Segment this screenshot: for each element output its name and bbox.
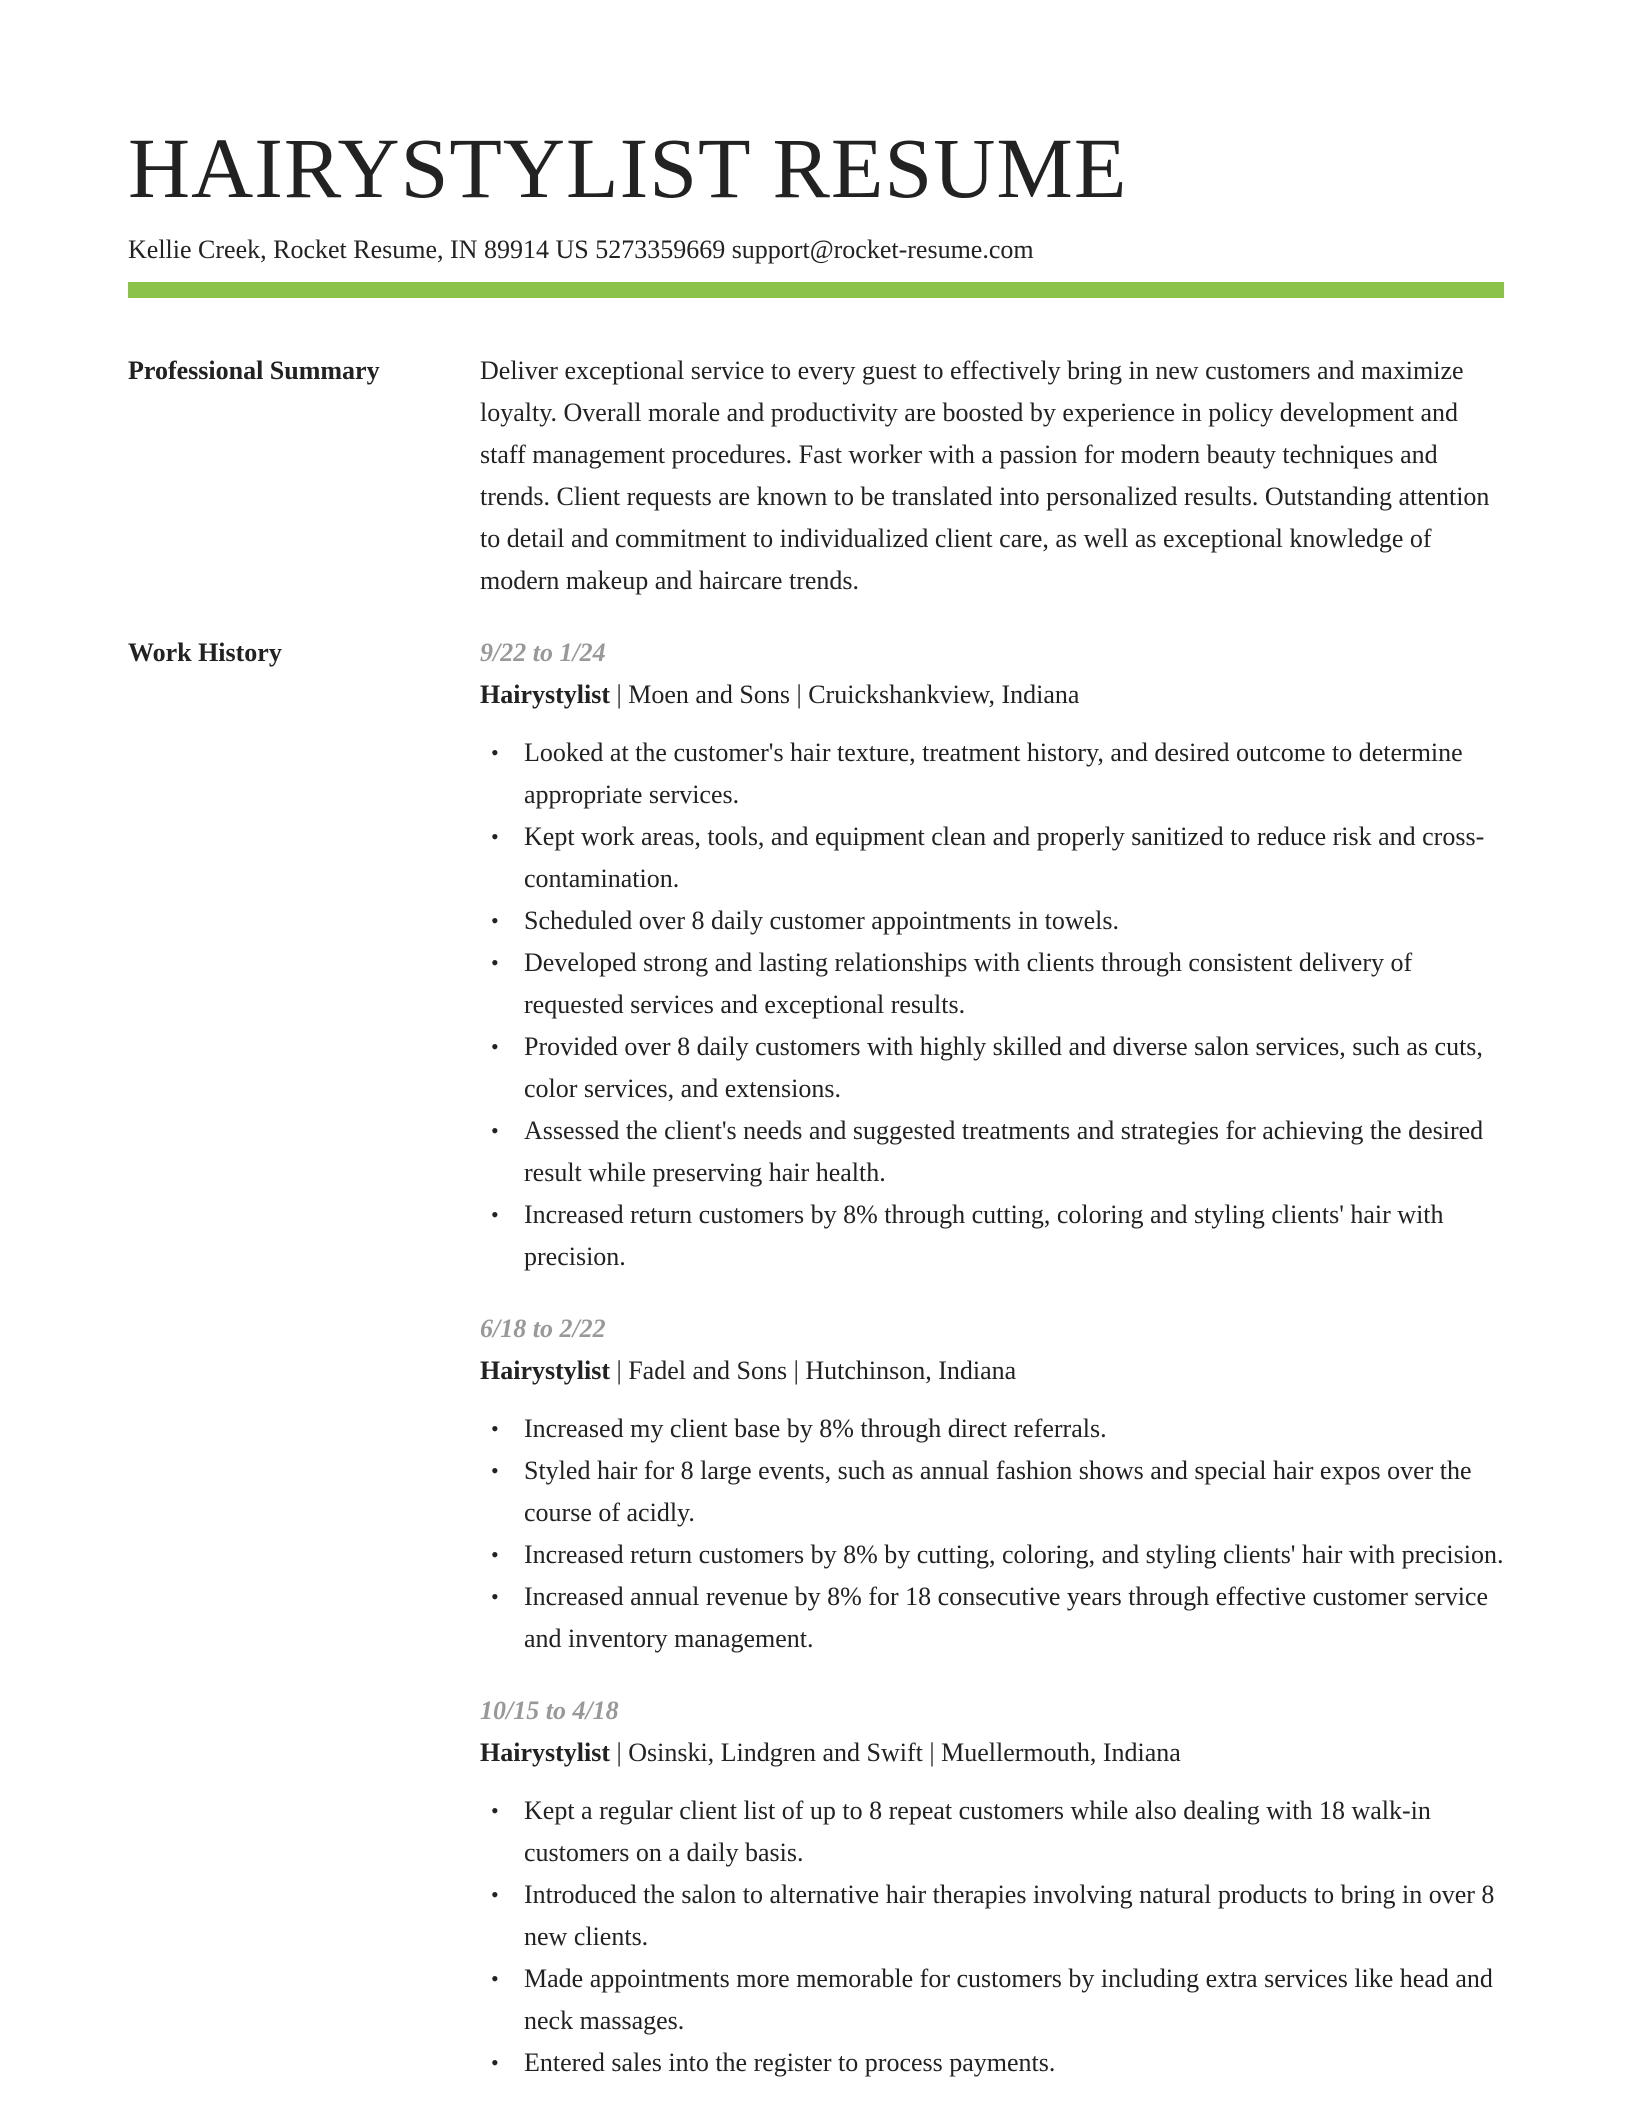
job-location: Hutchinson, Indiana [805, 1356, 1017, 1385]
job-duty-text: Entered sales into the register to process payments. [524, 2048, 1056, 2077]
job-duty [491, 900, 1504, 942]
job-duties-list [480, 1790, 1504, 2084]
job-dates: 10/15 to 4/18 [480, 1696, 619, 1725]
heading-separator: | [929, 1738, 935, 1767]
job-title: Hairystylist [480, 1356, 610, 1385]
bullet-icon: • [491, 824, 499, 849]
job-duty [491, 1110, 1504, 1194]
job-duty-text: Scheduled over 8 daily customer appointments in towels. [524, 906, 1119, 935]
job-duty [491, 732, 1504, 816]
job-duty-text: Assessed the client's needs and suggested treatments and strategies for achieving the desired result while preserving hair health. [524, 1116, 1484, 1187]
heading-separator: | [616, 1356, 622, 1385]
work-history-list [480, 632, 1504, 2084]
job-company: Moen and Sons [628, 680, 790, 709]
job-duty-text: Developed strong and lasting relationships with clients through consistent delivery of requested services and exceptional results. [524, 948, 1413, 1019]
bullet-icon: • [491, 1458, 499, 1483]
job-duty-text: Introduced the salon to alternative hair therapies involving natural products to bring in over 8 new clients. [524, 1880, 1495, 1951]
job-duty [491, 1958, 1504, 2042]
job-duty [491, 816, 1504, 900]
job-duty [491, 1194, 1504, 1278]
job-entry [480, 632, 1504, 1278]
bullet-icon: • [491, 1882, 499, 1907]
job-duty-text: Provided over 8 daily customers with highly skilled and diverse salon services, such as cuts, color services, and extensions. [524, 1032, 1483, 1103]
job-duty [491, 2042, 1504, 2084]
job-duty-text: Increased my client base by 8% through direct referrals. [524, 1414, 1107, 1443]
job-duty-text: Looked at the customer's hair texture, treatment history, and desired outcome to determine appropriate services. [524, 738, 1463, 809]
bullet-icon: • [491, 740, 499, 765]
job-company: Osinski, Lindgren and Swift [628, 1738, 923, 1767]
job-entry [480, 1308, 1504, 1660]
resume-page [128, 118, 1504, 2084]
job-duty [491, 1026, 1504, 1110]
job-location: Cruickshankview, Indiana [808, 680, 1080, 709]
job-dates: 9/22 to 1/24 [480, 638, 606, 667]
heading-separator: | [616, 680, 622, 709]
job-duty [491, 1450, 1504, 1534]
job-heading [480, 674, 1504, 716]
job-duty-text: Increased return customers by 8% by cutting, coloring, and styling clients' hair with precision. [524, 1540, 1504, 1569]
bullet-icon: • [491, 1584, 499, 1609]
job-duty-text: Made appointments more memorable for customers by including extra services like head and neck massages. [524, 1964, 1493, 2035]
bullet-icon: • [491, 1118, 499, 1143]
bullet-icon: • [491, 2050, 499, 2075]
job-duty [491, 1576, 1504, 1660]
heading-separator: | [793, 1356, 799, 1385]
job-duty [491, 1408, 1504, 1450]
job-company: Fadel and Sons [628, 1356, 788, 1385]
job-duty-text: Increased return customers by 8% through cutting, coloring and styling clients' hair with precision. [524, 1200, 1444, 1271]
bullet-icon: • [491, 908, 499, 933]
header-divider [128, 282, 1504, 298]
contact-line: Kellie Creek, Rocket Resume, IN 89914 US 5273359669 support@rocket-resume.com [128, 235, 1034, 264]
job-title: Hairystylist [480, 680, 610, 709]
job-dates: 6/18 to 2/22 [480, 1314, 606, 1343]
job-duty-text: Kept a regular client list of up to 8 repeat customers while also dealing with 18 walk-in customers on a daily basis. [524, 1796, 1431, 1867]
summary-text: Deliver exceptional service to every guest to effectively bring in new customers and maximize loyalty. Overall morale and productivity are boosted by experience in policy development and staff management procedures. Fast worker with a passion for modern beauty techniques and trends. Client requests are known to be translated into personalized results. Outstanding attention to detail and commitment to individualized client care, as well as exceptional knowledge of modern makeup and haircare trends. [480, 356, 1490, 595]
job-duty [491, 1790, 1504, 1874]
bullet-icon: • [491, 950, 499, 975]
bullet-icon: • [491, 1542, 499, 1567]
job-duty-text: Styled hair for 8 large events, such as annual fashion shows and special hair expos over the course of acidly. [524, 1456, 1472, 1527]
job-duty [491, 942, 1504, 1026]
job-duty [491, 1874, 1504, 1958]
section-label-professional-summary: Professional Summary [128, 356, 380, 385]
professional-summary-section [128, 350, 1504, 602]
job-location: Muellermouth, Indiana [941, 1738, 1181, 1767]
job-heading [480, 1732, 1504, 1774]
heading-separator: | [796, 680, 802, 709]
job-duties-list [480, 1408, 1504, 1660]
section-label-work-history: Work History [128, 638, 282, 667]
job-title: Hairystylist [480, 1738, 610, 1767]
job-duty-text: Increased annual revenue by 8% for 18 consecutive years through effective customer service and inventory management. [524, 1582, 1488, 1653]
resume-title: HAIRYSTYLIST RESUME [128, 120, 1128, 216]
bullet-icon: • [491, 1202, 499, 1227]
job-entry [480, 1690, 1504, 2084]
bullet-icon: • [491, 1416, 499, 1441]
bullet-icon: • [491, 1966, 499, 1991]
job-duty [491, 1534, 1504, 1576]
job-duty-text: Kept work areas, tools, and equipment clean and properly sanitized to reduce risk and cross-contamination. [524, 822, 1485, 893]
bullet-icon: • [491, 1034, 499, 1059]
job-duties-list [480, 732, 1504, 1278]
heading-separator: | [616, 1738, 622, 1767]
bullet-icon: • [491, 1798, 499, 1823]
job-heading [480, 1350, 1504, 1392]
work-history-section [128, 632, 1504, 2084]
